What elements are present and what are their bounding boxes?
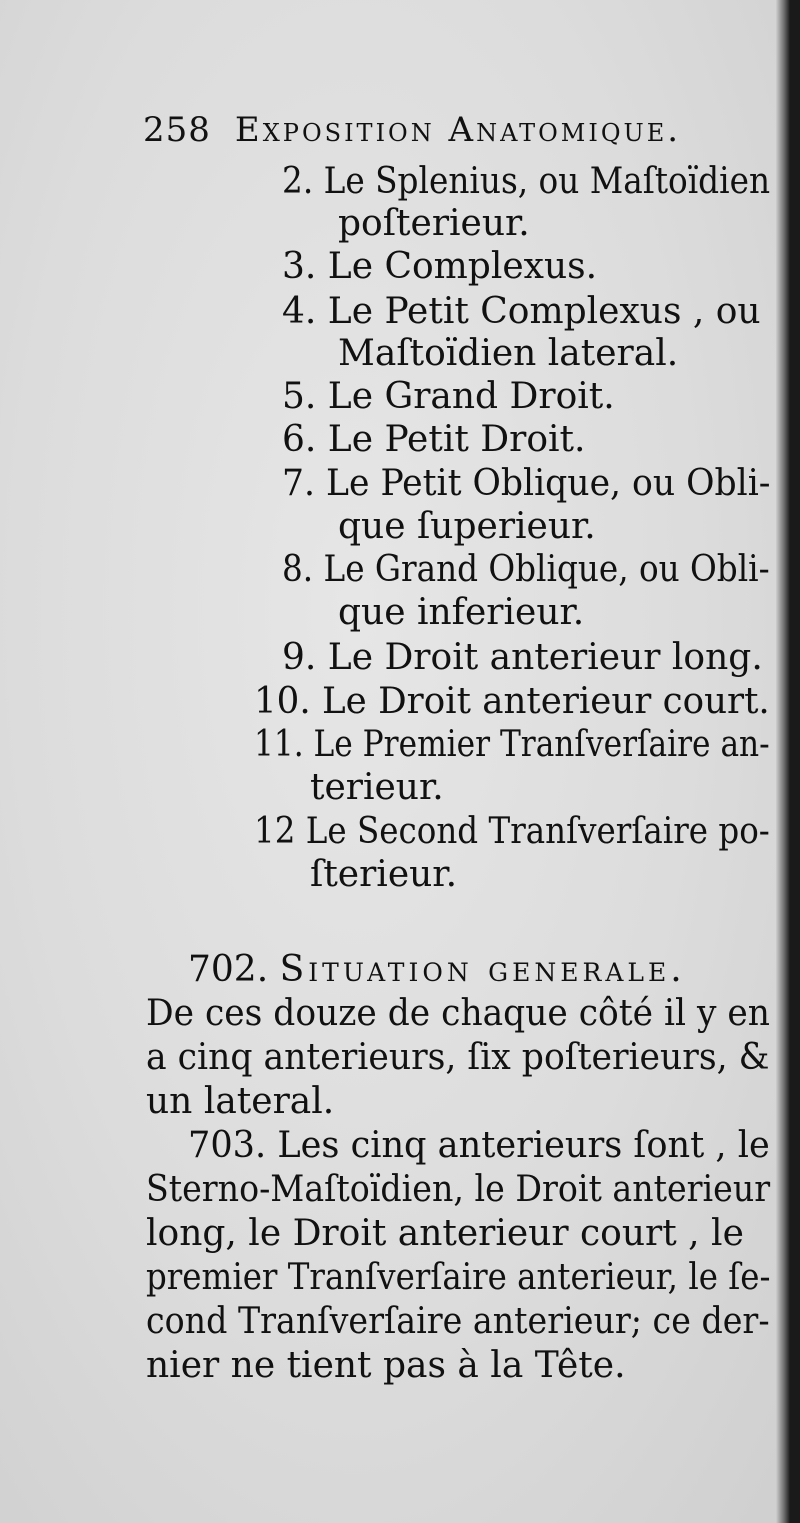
list-item-5: 5. Le Grand Droit. <box>282 376 615 417</box>
paragraph-number: 703. <box>188 1125 267 1166</box>
list-item-11-line-1: 11. Le Premier Tranſverſaire an- <box>254 724 770 765</box>
list-item-8-line-2: que inferieur. <box>338 592 585 633</box>
page-number: 258 <box>143 110 211 150</box>
list-item-9: 9. Le Droit anterieur long. <box>282 637 763 678</box>
page-gutter-shadow <box>776 0 790 1523</box>
list-item-6: 6. Le Petit Droit. <box>282 419 586 460</box>
paragraph-number: 702. <box>188 949 269 990</box>
running-head <box>143 110 743 156</box>
list-item-2-line-2: poſterieur. <box>338 203 530 244</box>
list-item-11-line-2: terieur. <box>310 767 444 808</box>
paragraph-703-line-2: Sterno-Maſtoïdien, le Droit anterieur <box>146 1169 771 1210</box>
list-item-2-line-1: 2. Le Splenius, ou Maſtoïdien <box>282 161 771 202</box>
paragraph-703-line-4: premier Tranſverſaire anterieur, le ſe- <box>146 1257 771 1298</box>
list-item-4-line-1: 4. Le Petit Complexus , ou <box>282 291 761 332</box>
list-item-4-line-2: Maſtoïdien lateral. <box>338 333 679 374</box>
section-heading: Situation generale. <box>279 949 686 990</box>
paragraph-703-line-6: nier ne tient pas à la Tête. <box>146 1345 626 1386</box>
list-item-12-line-1: 12 Le Second Tranſverſaire po- <box>254 811 770 852</box>
paragraph-702-line-2: a cinq anterieurs, ſix poſterieurs, & <box>146 1037 770 1078</box>
running-title: Exposition Anatomique. <box>234 110 682 150</box>
paragraph-703-line-1 <box>188 1124 770 1168</box>
paragraph-702-line-3: un lateral. <box>146 1081 335 1122</box>
list-item-8-line-1: 8. Le Grand Oblique, ou Obli- <box>282 549 770 590</box>
list-item-7-line-1: 7. Le Petit Oblique, ou Obli- <box>282 463 771 504</box>
paragraph-702-heading <box>188 948 686 992</box>
paragraph-703-line-3: long, le Droit anterieur court , le <box>146 1213 744 1254</box>
list-item-12-line-2: ſterieur. <box>310 854 458 895</box>
list-item-7-line-2: que ſuperieur. <box>338 506 596 547</box>
paragraph-702-line-1: De ces douze de chaque côté il y en <box>146 993 770 1034</box>
list-item-10: 10. Le Droit anterieur court. <box>254 681 770 722</box>
paragraph-text: Les cinq anterieurs ſont , le <box>277 1125 770 1166</box>
list-item-3: 3. Le Complexus. <box>282 246 598 287</box>
paragraph-703-line-5: cond Tranſverſaire anterieur; ce der- <box>146 1301 770 1342</box>
